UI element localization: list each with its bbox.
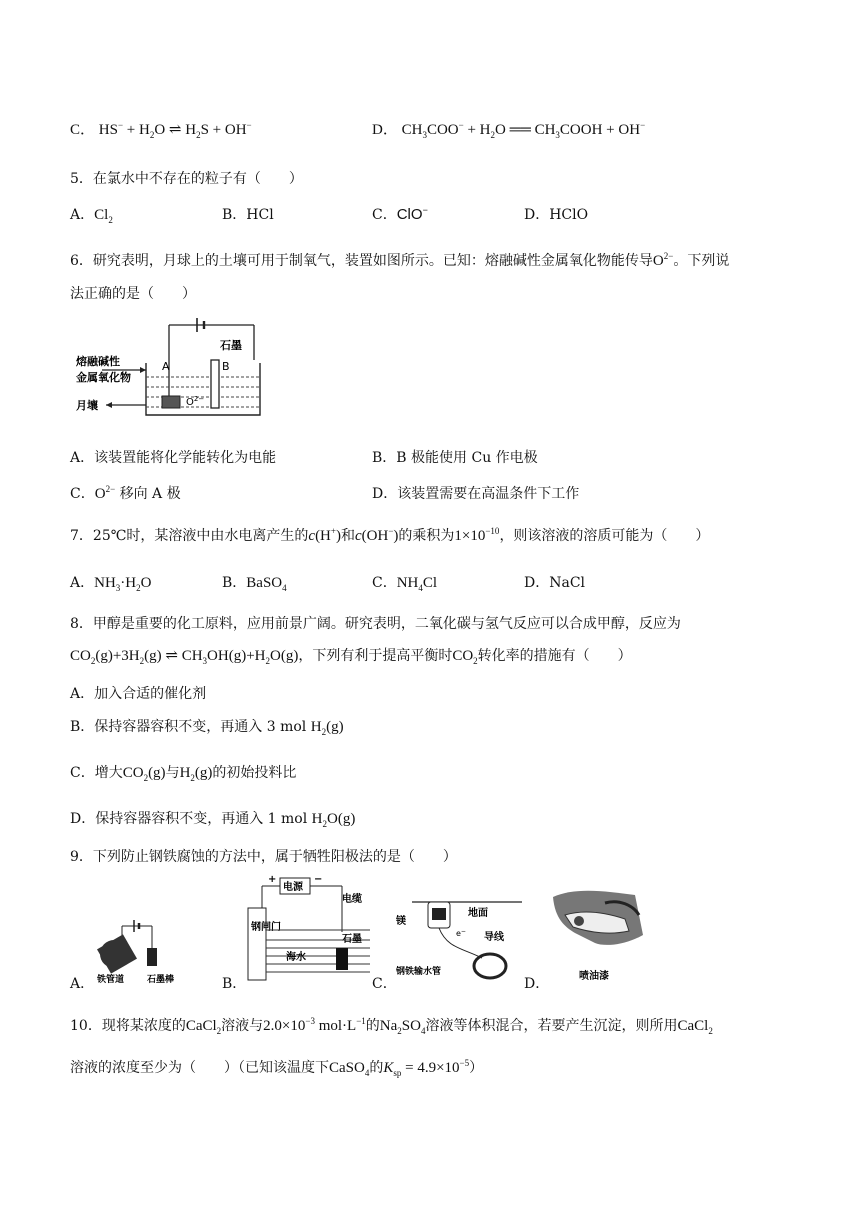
- q6-option-a: A．该装置能将化学能转化为电能: [70, 450, 277, 466]
- q8-option-d: D．保持容器容积不变，再通入 1 mol $H_2O(g)$: [70, 811, 356, 829]
- q7-stem-part: 7．25℃时，某溶液中由水电离产生的: [70, 528, 309, 544]
- q8-stem-part: 转化率的措施有（ ）: [477, 648, 632, 664]
- electrode-b-label: B: [222, 360, 230, 373]
- q9-option-b-label: B．: [222, 976, 247, 992]
- q9-figure-b: [242, 870, 372, 985]
- q6-option-c: C．$O^{2-}$ 移向 A 极: [70, 484, 181, 502]
- power-label: 电源: [283, 882, 303, 893]
- q8-option-b: B．保持容器容积不变，再通入 3 mol $H_2(g)$: [70, 719, 344, 737]
- q6-stem-part: 。下列说: [673, 253, 730, 269]
- option-label: C．: [70, 122, 96, 138]
- q9-stem: 9．下列防止钢铁腐蚀的方法中，属于牺牲阳极法的是（ ）: [70, 849, 457, 865]
- q7-stem: 7．25℃时，某溶液中由水电离产生的c(H+)和c(OH−)的乘积为$1\times 10^{-10}$，则该溶液的溶质可能为（ ）: [70, 526, 710, 544]
- svg-text:e−: e−: [456, 928, 466, 938]
- q6-stem-line2: 法正确的是（ ）: [70, 286, 196, 302]
- q9-option-d-label: D．: [524, 976, 550, 992]
- q8-stem-part: ，下列有利于提高平衡时: [298, 648, 453, 664]
- option-label: B．: [222, 575, 247, 591]
- svg-text:−: −: [314, 874, 323, 885]
- fig-label: 石墨棒: [147, 975, 175, 985]
- fig-label: 石墨: [220, 339, 242, 352]
- q7-option-d: D．NaCl: [524, 575, 586, 591]
- fig-label: 铁管道: [97, 975, 125, 985]
- option-label: A．: [70, 207, 95, 223]
- fig-label: 金属氧化物: [76, 371, 131, 384]
- paint-label: 喷油漆: [579, 971, 609, 982]
- q9-figure-d: [545, 885, 645, 985]
- option-label: A．: [70, 575, 95, 591]
- q5-stem: 5．在氯水中不存在的粒子有（ ）: [70, 171, 303, 187]
- graphite-label: 石墨: [342, 934, 362, 945]
- q6-electrolysis-figure: [74, 315, 274, 420]
- q6-option-d: D．该装置需要在高温条件下工作: [372, 486, 580, 502]
- ground-label: 地面: [468, 908, 488, 919]
- sea-label: 海水: [286, 952, 306, 963]
- option-text: C．增大: [70, 765, 123, 781]
- q10-stem-part: 溶液与: [221, 1018, 264, 1034]
- q10-stem-part: 溶液等体积混合，若要产生沉淀，则所用: [425, 1018, 678, 1034]
- q7-stem-part: 的乘积为: [398, 528, 455, 544]
- q8-stem-line1: 8．甲醇是重要的化工原料，应用前景广阔。研究表明，二氧化碳与氢气反应可以合成甲醇，反应为: [70, 616, 681, 632]
- option-label: C．: [70, 486, 95, 502]
- q7-option-a: A．$NH_3\cdot H_2O$: [70, 575, 152, 593]
- option-text: B．保持容器容积不变，再通入 3 mol: [70, 719, 307, 735]
- q10-stem-part: 溶液的浓度至少为（ ）（已知该温度下: [70, 1060, 329, 1076]
- option-text: 移向 A 极: [119, 486, 181, 502]
- q8-option-c: C．增大$CO_2(g)$与$H_2(g)$的初始投料比: [70, 765, 297, 783]
- option-text: 与: [165, 765, 180, 781]
- option-label: C．: [372, 575, 397, 591]
- option-text: D．保持容器容积不变，再通入 1 mol: [70, 811, 308, 827]
- q5-option-d: D．HClO: [524, 207, 589, 223]
- q5-option-a: A．$Cl_2$: [70, 207, 113, 225]
- mg-label: 镁: [396, 916, 406, 927]
- q6-stem-part: 6．研究表明，月球上的土壤可用于制氧气，装置如图所示。已知：熔融碱性金属氧化物能传导: [70, 253, 653, 269]
- q9-figure-a: [92, 910, 192, 990]
- q9-option-c-label: C．: [372, 976, 397, 992]
- q10-stem-part: 10．现将某浓度的: [70, 1018, 186, 1034]
- q10-stem-part: 的: [369, 1060, 384, 1076]
- pipe-label: 钢铁输水管: [396, 967, 442, 977]
- q8-stem-line2: $CO_2(g)+3H_2(g)$ ⇌ $CH_3OH(g)+H_2O(g)$，下列有利于提高平衡时$CO_2$转化率的措施有（ ）: [70, 648, 632, 666]
- option-label: C．: [372, 207, 397, 223]
- q9-figure-c: [392, 888, 522, 988]
- q10-stem-line1: 10．现将某浓度的CaCl$_2$溶液与$2.0\times 10^{-3}$ $mol\cdot L^{-1}$的$Na_2SO_4$溶液等体积混合，若要产生沉淀，则所用CaCl$_2$: [70, 1016, 713, 1036]
- q8-option-a: A．加入合适的催化剂: [70, 686, 207, 702]
- electrode-a-label: A: [162, 360, 170, 373]
- q4-option-d: D． $CH_3COO^- + H_2O$ ══ $CH_3COOH + OH^-$: [372, 120, 646, 140]
- svg-text:+: +: [268, 874, 277, 885]
- q7-option-c: C．$NH_4Cl$: [372, 575, 438, 593]
- option-text: 的初始投料比: [212, 765, 297, 781]
- wire-label: 导线: [484, 932, 504, 943]
- q6-stem-line1: 6．研究表明，月球上的土壤可用于制氧气，装置如图所示。已知：熔融碱性金属氧化物能传导$O^{2-}$。下列说: [70, 251, 730, 269]
- cable-label: 电缆: [342, 894, 362, 905]
- gate-label: 钢闸门: [251, 922, 281, 933]
- q5-option-c: C．ClO−: [372, 205, 428, 223]
- fig-label: 月壤: [76, 399, 98, 412]
- q10-stem-part: 的: [365, 1018, 380, 1034]
- q5-option-b: B．HCl: [222, 207, 274, 223]
- q10-stem-line2: 溶液的浓度至少为（ ）（已知该温度下CaSO$_4$的$K_{sp} = 4.9\times 10^{-5}$）: [70, 1058, 484, 1078]
- option-label: D．: [372, 122, 398, 138]
- q7-option-b: B．BaSO$_4$: [222, 575, 287, 593]
- q4-option-c: C． $HS^- + H_2O$ ⇌ $H_2S + OH^-$: [70, 120, 252, 140]
- q9-option-a-label: A．: [70, 976, 95, 992]
- fig-label: 熔融碱性: [76, 355, 120, 368]
- svg-text:O2−: $O^{2-}$: [186, 395, 205, 408]
- q10-stem-part: ）: [469, 1060, 484, 1076]
- q7-stem-part: 和: [340, 528, 355, 544]
- q6-option-b: B．B 极能使用 Cu 作电极: [372, 450, 538, 466]
- q7-stem-part: ，则该溶液的溶质可能为（ ）: [499, 528, 710, 544]
